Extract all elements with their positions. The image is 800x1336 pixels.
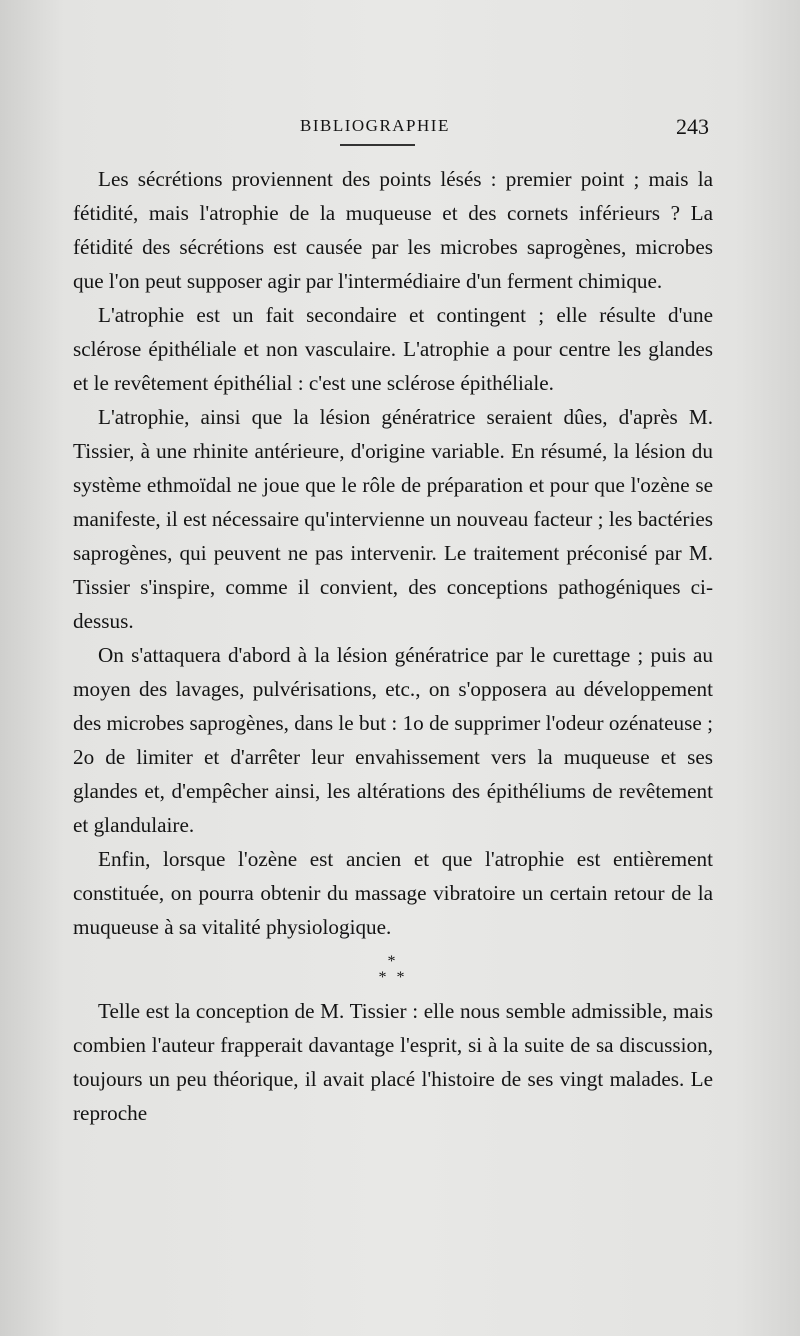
paragraph-6: Telle est la conception de M. Tissier : elle nous semble admissible, mais combien l'auteur frapperait davantage l'esprit, si à la suite de sa discussion, toujours un peu théorique, il avait placé l'histoire de ses vingt malades. Le reproche [73, 999, 713, 1125]
section-separator [73, 944, 713, 994]
page-header [0, 116, 800, 146]
paragraph-3: L'atrophie, ainsi que la lésion génératrice seraient dûes, d'après M. Tissier, à une rhinite antérieure, d'origine variable. En résumé, la lésion du système ethmoïdal ne joue que le rôle de préparation et pour que l'ozène se manifeste, il est nécessaire qu'intervienne un nouveau facteur ; les bactéries saprogènes, qui peuvent ne pas intervenir. Le traitement préconisé par M. Tissier s'inspire, comme il convient, des conceptions pathogéniques ci-dessus. [73, 405, 713, 633]
paragraph-1: Les sécrétions proviennent des points lésés : premier point ; mais la fétidité, mais l'atrophie de la muqueuse et des cornets inférieurs ? La fétidité des sécrétions est causée par les microbes saprogènes, microbes que l'on peut supposer agir par l'intermédiaire d'un ferment chimique. [73, 167, 713, 293]
running-title: BIBLIOGRAPHIE [300, 116, 450, 135]
body-text [73, 162, 713, 1130]
title-rule [340, 144, 415, 146]
asterism-top: * [387, 953, 399, 970]
paragraph-2: L'atrophie est un fait secondaire et contingent ; elle résulte d'une sclérose épithéliale et non vasculaire. L'atrophie a pour centre les glandes et le revêtement épithélial : c'est une sclérose épithéliale. [73, 303, 713, 395]
asterism-bottom: * * [378, 969, 408, 986]
paragraph-5: Enfin, lorsque l'ozène est ancien et que l'atrophie est entièrement constituée, on pourra obtenir du massage vibratoire un certain retour de la muqueuse à sa vitalité physiologique. [73, 847, 713, 939]
page-number: 243 [676, 114, 709, 139]
paragraph-4: On s'attaquera d'abord à la lésion génératrice par le curettage ; puis au moyen des lavages, pulvérisations, etc., on s'opposera au développement des microbes saprogènes, dans le but : 1o de supprimer l'odeur ozénateuse ; 2o de limiter et d'arrêter leur envahissement vers la muqueuse et ses glandes et, d'empêcher ainsi, les altérations des épithéliums de revêtement et glandulaire. [73, 643, 713, 837]
